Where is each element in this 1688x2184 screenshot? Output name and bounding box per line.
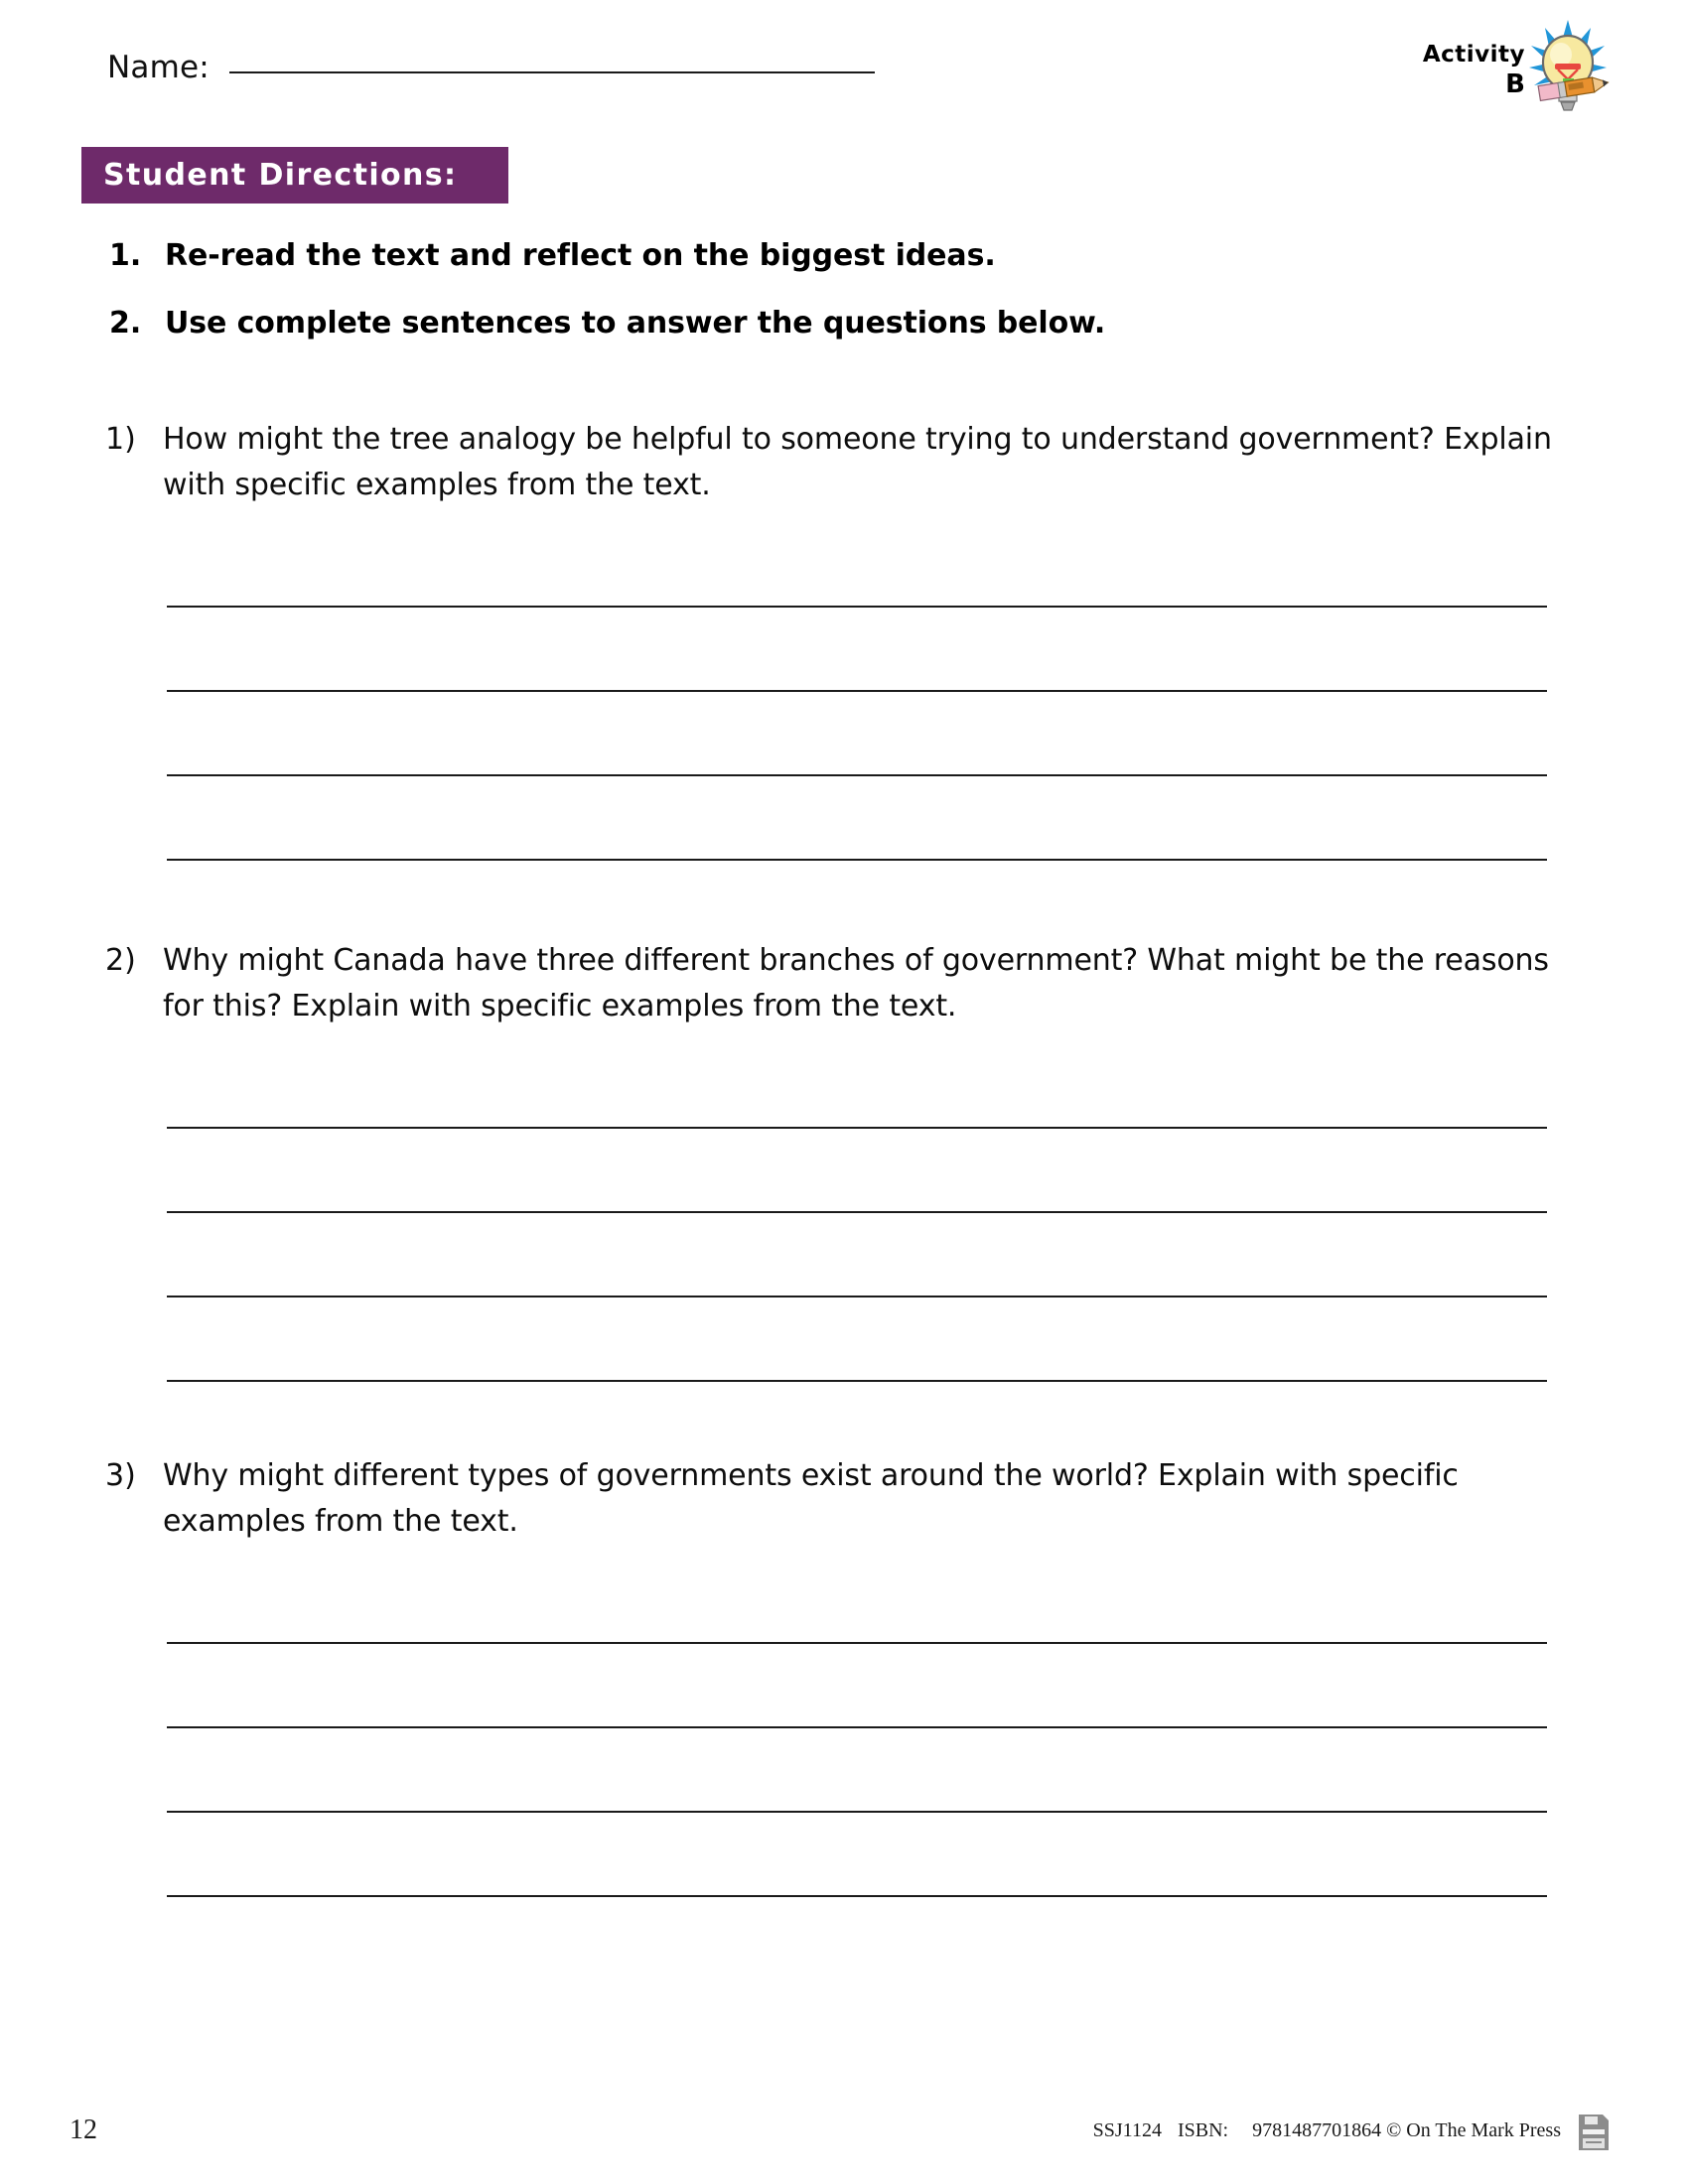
answer-line[interactable] bbox=[167, 1129, 1547, 1213]
direction-text: Use complete sentences to answer the questions below. bbox=[165, 306, 1106, 341]
direction-item bbox=[109, 304, 1549, 343]
page-footer bbox=[0, 2065, 1688, 2184]
question-block-2 bbox=[105, 938, 1565, 1382]
question-text: How might the tree analogy be helpful to someone trying to understand government? Explain with specific examples from the text. bbox=[163, 422, 1552, 502]
name-input-line[interactable] bbox=[229, 71, 875, 73]
document-save-icon bbox=[1577, 2113, 1611, 2152]
name-label: Name: bbox=[107, 50, 210, 85]
questions-list bbox=[105, 417, 1565, 1909]
answer-line[interactable] bbox=[167, 1065, 1547, 1129]
answer-line[interactable] bbox=[167, 692, 1547, 776]
page-header bbox=[0, 0, 1688, 139]
question-block-3 bbox=[105, 1453, 1565, 1897]
answer-line[interactable] bbox=[167, 1813, 1547, 1897]
answer-lines-q1 bbox=[167, 544, 1565, 861]
lightbulb-pencil-icon bbox=[1525, 18, 1611, 117]
answer-line[interactable] bbox=[167, 608, 1547, 692]
page-number: 12 bbox=[70, 2115, 97, 2145]
direction-number: 1. bbox=[109, 238, 142, 273]
footer-credit bbox=[1093, 2119, 1561, 2142]
footer-isbn-value: 9781487701864 © On The Mark Press bbox=[1252, 2119, 1561, 2141]
student-directions-banner bbox=[81, 147, 508, 204]
question-text: Why might Canada have three different branches of government? What might be the reasons for this? Explain with specific examples from the text. bbox=[163, 943, 1549, 1024]
direction-item bbox=[109, 236, 1549, 276]
footer-product-code: SSJ1124 bbox=[1092, 2119, 1162, 2141]
answer-line[interactable] bbox=[167, 1728, 1547, 1813]
answer-line[interactable] bbox=[167, 1213, 1547, 1297]
question-number: 2) bbox=[105, 943, 136, 978]
answer-line[interactable] bbox=[167, 776, 1547, 861]
answer-line[interactable] bbox=[167, 1297, 1547, 1382]
answer-line[interactable] bbox=[167, 544, 1547, 608]
directions-list bbox=[109, 236, 1549, 371]
answer-lines-q2 bbox=[167, 1065, 1565, 1382]
question-number: 3) bbox=[105, 1458, 136, 1493]
activity-letter: B bbox=[1505, 69, 1525, 99]
direction-text: Re-read the text and reflect on the biggest ideas. bbox=[165, 238, 996, 273]
name-field-row bbox=[107, 50, 875, 85]
student-directions-title: Student Directions: bbox=[103, 158, 458, 193]
question-block-1 bbox=[105, 417, 1565, 861]
footer-isbn-label: ISBN: bbox=[1177, 2119, 1229, 2141]
answer-lines-q3 bbox=[167, 1580, 1565, 1897]
answer-line[interactable] bbox=[167, 1580, 1547, 1644]
question-row bbox=[105, 938, 1565, 1029]
direction-number: 2. bbox=[109, 306, 142, 341]
question-text: Why might different types of governments exist around the world? Explain with specific examples from the text. bbox=[163, 1458, 1459, 1539]
question-row bbox=[105, 417, 1565, 508]
question-row bbox=[105, 1453, 1565, 1545]
answer-line[interactable] bbox=[167, 1644, 1547, 1728]
activity-badge bbox=[1422, 18, 1611, 122]
activity-label: Activity bbox=[1422, 42, 1525, 68]
question-number: 1) bbox=[105, 422, 136, 457]
